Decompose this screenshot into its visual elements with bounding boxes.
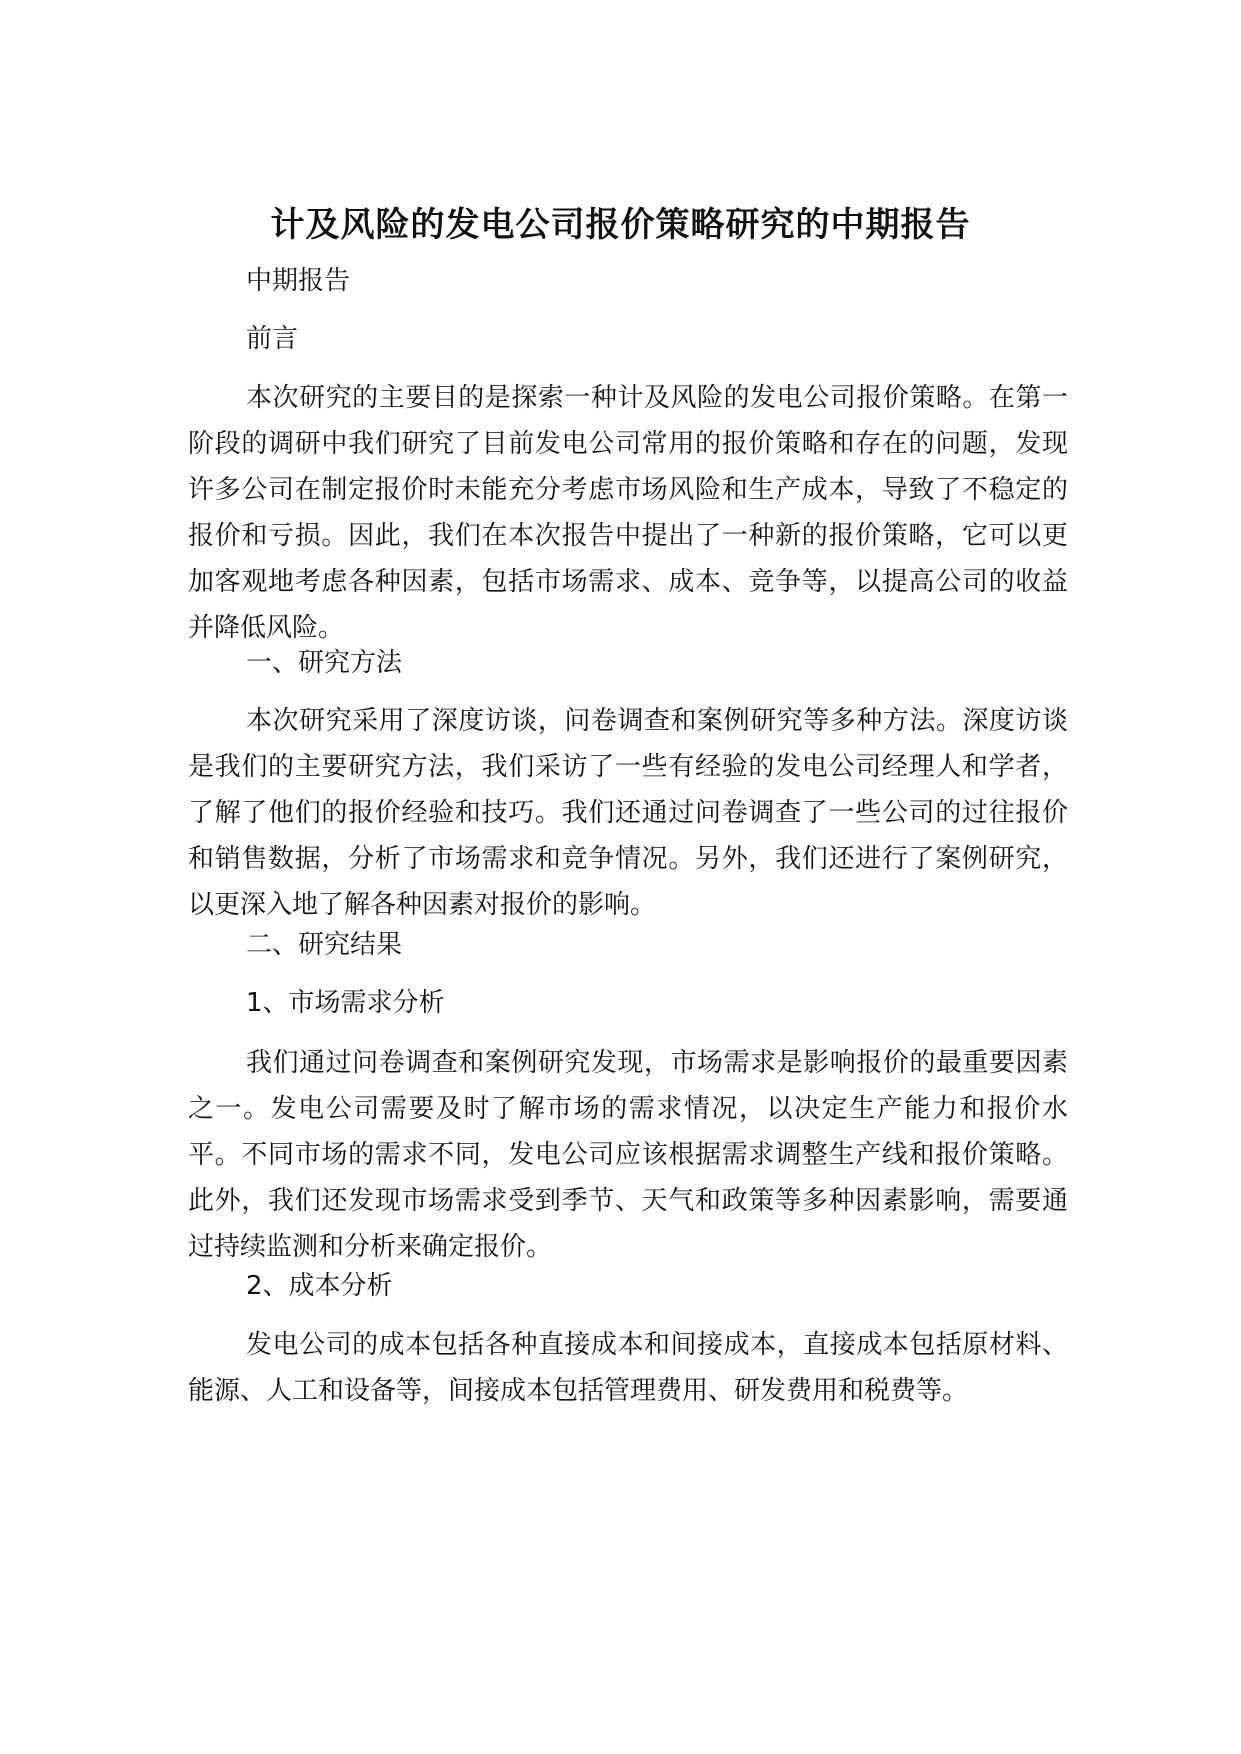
section-heading-methods: 一、研究方法 [246, 648, 403, 678]
cost-paragraph: 发电公司的成本包括各种直接成本和间接成本，直接成本包括原材料、能源、人工和设备等，间接成本包括管理费用、研发费用和税费等。 [188, 1330, 1068, 1406]
preface-heading: 前言 [246, 324, 299, 354]
section-heading-results: 二、研究结果 [246, 930, 403, 960]
preface-paragraph: 本次研究的主要目的是探索一种计及风险的发电公司报价策略。在第一阶段的调研中我们研究了目前发电公司常用的报价策略和存在的问题，发现许多公司在制定报价时未能充分考虑市场风险和生产成本，导致了不稳定的报价和亏损。因此，我们在本次报告中提出了一种新的报价策略，它可以更加客观地考虑各种因素，包括市场需求、成本、竞争等，以提高公司的收益并降低风险。 [188, 383, 1068, 643]
document-title: 计及风险的发电公司报价策略研究的中期报告 [270, 204, 971, 245]
methods-paragraph: 本次研究采用了深度访谈，问卷调查和案例研究等多种方法。深度访谈是我们的主要研究方法，我们采访了一些有经验的发电公司经理人和学者，了解了他们的报价经验和技巧。我们还通过问卷调查了一些公司的过往报价和销售数据，分析了市场需求和竞争情况。另外，我们还进行了案例研究，以更深入地了解各种因素对报价的影响。 [188, 706, 1068, 920]
subtitle-heading: 中期报告 [246, 266, 351, 296]
subsection-heading-cost: 2、成本分析 [246, 1271, 393, 1301]
subsection-heading-market-demand: 1、市场需求分析 [246, 988, 445, 1018]
market-demand-paragraph: 我们通过问卷调查和案例研究发现，市场需求是影响报价的最重要因素之一。发电公司需要及时了解市场的需求情况，以决定生产能力和报价水平。不同市场的需求不同，发电公司应该根据需求调整生产线和报价策略。此外，我们还发现市场需求受到季节、天气和政策等多种因素影响，需要通过持续监测和分析来确定报价。 [188, 1048, 1068, 1262]
